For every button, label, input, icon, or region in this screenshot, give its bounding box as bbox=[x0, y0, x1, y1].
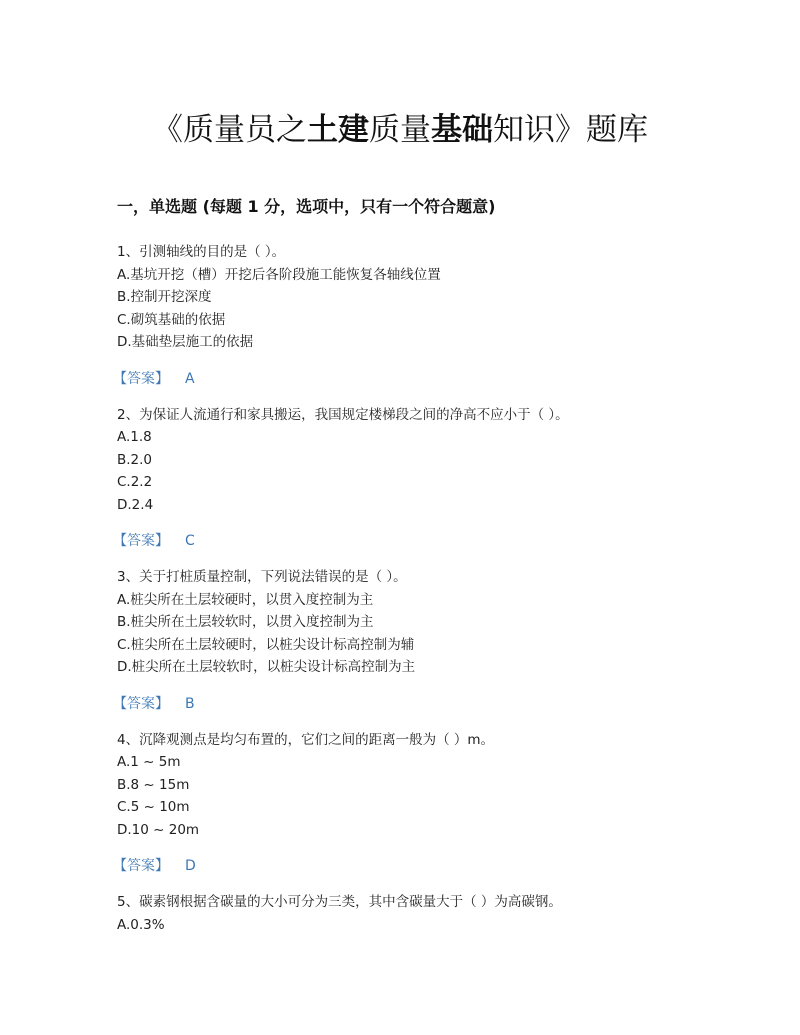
question-option: A.0.3% bbox=[117, 916, 165, 933]
question-stem: 4、沉降观测点是均匀布置的，它们之间的距离一般为（ ）m。 bbox=[117, 731, 495, 748]
answer-line bbox=[113, 855, 737, 877]
question-stem: 3、关于打桩质量控制，下列说法错误的是（ ）。 bbox=[117, 569, 407, 585]
question-option: B.2.0 bbox=[117, 451, 153, 468]
question-option: D.基础垫层施工的依据 bbox=[117, 334, 254, 350]
question-option: C.2.2 bbox=[117, 474, 153, 490]
answer-label: 【答案】 bbox=[113, 858, 169, 874]
question-1 bbox=[113, 241, 737, 390]
question-list bbox=[113, 241, 737, 936]
answer-line bbox=[113, 693, 737, 715]
question-option: A.桩尖所在土层较硬时，以贯入度控制为主 bbox=[117, 591, 374, 608]
question-5 bbox=[117, 891, 737, 936]
title-part-4: 基础 bbox=[431, 112, 493, 148]
answer-line bbox=[113, 530, 737, 552]
question-option: C.5 ~ 10m bbox=[117, 799, 190, 815]
title-part-5: 知识》题库 bbox=[493, 112, 648, 148]
title-part-3: 质量 bbox=[369, 112, 431, 148]
question-option: C.砌筑基础的依据 bbox=[117, 311, 226, 328]
question-stem: 5、碳素钢根据含碳量的大小可分为三类，其中含碳量大于（ ）为高碳钢。 bbox=[117, 894, 562, 910]
question-option: A.1 ~ 5m bbox=[117, 754, 181, 770]
answer-line bbox=[113, 368, 737, 390]
question-option: D.2.4 bbox=[117, 496, 154, 513]
title-part-1: 《质量员之 bbox=[152, 112, 307, 148]
answer-label: 【答案】 bbox=[113, 370, 169, 387]
question-option: B.控制开挖深度 bbox=[117, 289, 212, 305]
answer-value: C bbox=[185, 533, 195, 549]
question-4 bbox=[113, 729, 737, 878]
question-stem: 2、为保证人流通行和家具搬运，我国规定楼梯段之间的净高不应小于（ ）。 bbox=[117, 406, 569, 423]
question-option: A.1.8 bbox=[117, 429, 152, 445]
question-option: B.桩尖所在土层较软时，以贯入度控制为主 bbox=[117, 614, 374, 630]
question-stem: 1、引测轴线的目的是（ ）。 bbox=[117, 244, 286, 260]
section-heading: 一，单选题 (每题 1 分，选项中，只有一个符合题意) bbox=[117, 197, 496, 216]
question-option: C.桩尖所在土层较硬时，以桩尖设计标高控制为辅 bbox=[117, 636, 415, 653]
answer-value: B bbox=[185, 695, 195, 712]
answer-label: 【答案】 bbox=[113, 533, 169, 549]
question-2 bbox=[113, 404, 737, 553]
answer-label: 【答案】 bbox=[113, 695, 169, 712]
question-option: B.8 ~ 15m bbox=[117, 776, 190, 793]
answer-value: A bbox=[185, 370, 195, 387]
document-title bbox=[0, 108, 800, 152]
question-option: D.桩尖所在土层较软时，以桩尖设计标高控制为主 bbox=[117, 659, 416, 675]
question-option: A.基坑开挖（槽）开挖后各阶段施工能恢复各轴线位置 bbox=[117, 266, 441, 283]
question-option: D.10 ~ 20m bbox=[117, 821, 200, 838]
title-part-2: 土建 bbox=[307, 112, 369, 148]
answer-value: D bbox=[185, 858, 196, 874]
question-3 bbox=[113, 566, 737, 715]
